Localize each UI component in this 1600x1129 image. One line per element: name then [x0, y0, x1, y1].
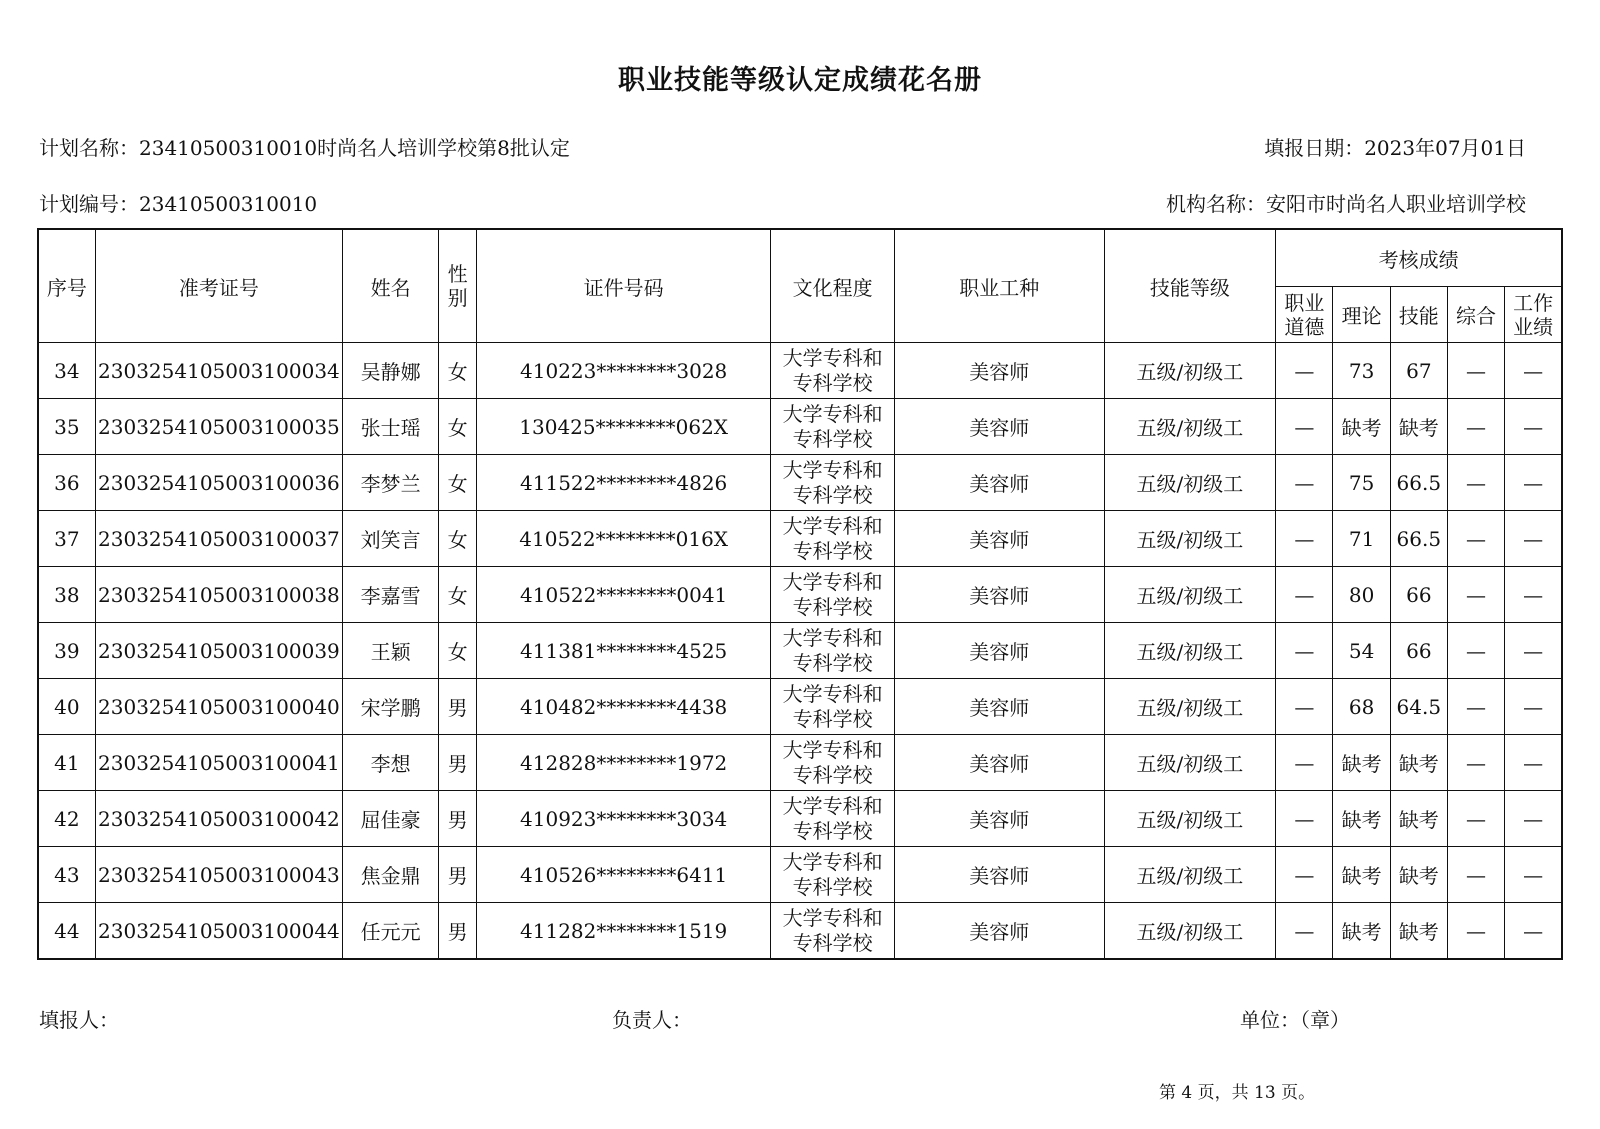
cell-seq: 37	[38, 511, 95, 567]
cell-overall: —	[1447, 847, 1504, 903]
cell-theory: 71	[1333, 511, 1390, 567]
cell-theory: 缺考	[1333, 791, 1390, 847]
header-skill-level: 技能等级	[1104, 229, 1276, 343]
cell-id-no: 412828********1972	[476, 735, 770, 791]
table-row	[38, 623, 1562, 679]
cell-occupation: 美容师	[895, 847, 1105, 903]
cell-education-line2: 专科学校	[792, 930, 873, 955]
cell-skill-level: 五级/初级工	[1104, 903, 1276, 960]
cell-name: 王颖	[343, 623, 439, 679]
cell-education-line1: 大学专科和	[782, 905, 883, 930]
cell-education-line1: 大学专科和	[782, 625, 883, 650]
cell-name: 刘笑言	[343, 511, 439, 567]
cell-skill: 67	[1390, 343, 1447, 399]
cell-seq: 35	[38, 399, 95, 455]
cell-skill-level: 五级/初级工	[1104, 567, 1276, 623]
cell-exam-no: 2303254105003100039	[95, 623, 342, 679]
table-row	[38, 679, 1562, 735]
cell-skill: 缺考	[1390, 791, 1447, 847]
cell-occupation: 美容师	[895, 903, 1105, 960]
cell-skill-level: 五级/初级工	[1104, 679, 1276, 735]
cell-education-line2: 专科学校	[792, 706, 873, 731]
cell-work: —	[1505, 791, 1562, 847]
cell-exam-no: 2303254105003100043	[95, 847, 342, 903]
header-ethics-line2: 道德	[1284, 314, 1325, 339]
cell-id-no: 410522********0041	[476, 567, 770, 623]
cell-gender: 女	[439, 623, 477, 679]
cell-education-line1: 大学专科和	[782, 849, 883, 874]
cell-gender: 男	[439, 903, 477, 960]
score-roster-table	[37, 228, 1563, 960]
header-gender	[439, 229, 477, 343]
cell-education-line1: 大学专科和	[782, 401, 883, 426]
cell-education-line2: 专科学校	[792, 818, 873, 843]
cell-ethics: —	[1276, 399, 1333, 455]
cell-id-no: 411381********4525	[476, 623, 770, 679]
header-exam-no: 准考证号	[95, 229, 342, 343]
cell-education	[771, 511, 895, 567]
cell-work: —	[1505, 567, 1562, 623]
cell-education	[771, 791, 895, 847]
cell-skill: 缺考	[1390, 399, 1447, 455]
cell-exam-no: 2303254105003100038	[95, 567, 342, 623]
filler-label: 填报人：	[39, 1008, 119, 1032]
cell-name: 李想	[343, 735, 439, 791]
cell-skill: 缺考	[1390, 735, 1447, 791]
cell-skill-level: 五级/初级工	[1104, 343, 1276, 399]
cell-gender: 女	[439, 399, 477, 455]
header-work-line1: 工作	[1513, 290, 1554, 315]
cell-id-no: 410923********3034	[476, 791, 770, 847]
cell-work: —	[1505, 623, 1562, 679]
cell-seq: 34	[38, 343, 95, 399]
cell-ethics: —	[1276, 847, 1333, 903]
cell-ethics: —	[1276, 455, 1333, 511]
cell-theory: 缺考	[1333, 735, 1390, 791]
cell-skill: 64.5	[1390, 679, 1447, 735]
cell-skill-level: 五级/初级工	[1104, 623, 1276, 679]
cell-skill: 66.5	[1390, 511, 1447, 567]
table-row	[38, 847, 1562, 903]
cell-education-line2: 专科学校	[792, 370, 873, 395]
cell-theory: 缺考	[1333, 399, 1390, 455]
cell-skill: 缺考	[1390, 847, 1447, 903]
header-gender-line2: 别	[447, 286, 468, 310]
cell-skill-level: 五级/初级工	[1104, 511, 1276, 567]
header-ethics	[1276, 287, 1333, 343]
cell-education	[771, 399, 895, 455]
cell-theory: 缺考	[1333, 847, 1390, 903]
cell-education	[771, 679, 895, 735]
cell-gender: 男	[439, 791, 477, 847]
cell-education-line2: 专科学校	[792, 762, 873, 787]
cell-education-line2: 专科学校	[792, 482, 873, 507]
cell-work: —	[1505, 343, 1562, 399]
cell-skill-level: 五级/初级工	[1104, 455, 1276, 511]
cell-seq: 36	[38, 455, 95, 511]
cell-education	[771, 567, 895, 623]
cell-exam-no: 2303254105003100034	[95, 343, 342, 399]
cell-ethics: —	[1276, 567, 1333, 623]
cell-gender: 女	[439, 343, 477, 399]
header-name: 姓名	[343, 229, 439, 343]
cell-overall: —	[1447, 791, 1504, 847]
cell-theory: 80	[1333, 567, 1390, 623]
header-occupation: 职业工种	[895, 229, 1105, 343]
cell-name: 李嘉雪	[343, 567, 439, 623]
cell-name: 宋学鹏	[343, 679, 439, 735]
cell-overall: —	[1447, 455, 1504, 511]
cell-education-line1: 大学专科和	[782, 569, 883, 594]
page-number: 第 4 页，共 13 页。	[1159, 1083, 1316, 1103]
cell-seq: 40	[38, 679, 95, 735]
header-overall: 综合	[1447, 287, 1504, 343]
cell-education-line1: 大学专科和	[782, 793, 883, 818]
cell-ethics: —	[1276, 903, 1333, 960]
cell-seq: 39	[38, 623, 95, 679]
cell-education-line1: 大学专科和	[782, 737, 883, 762]
plan-number: 计划编号：23410500310010	[39, 192, 318, 216]
table-row	[38, 399, 1562, 455]
cell-work: —	[1505, 511, 1562, 567]
cell-seq: 38	[38, 567, 95, 623]
cell-work: —	[1505, 847, 1562, 903]
cell-ethics: —	[1276, 791, 1333, 847]
cell-id-no: 410482********4438	[476, 679, 770, 735]
cell-occupation: 美容师	[895, 735, 1105, 791]
table-header	[38, 229, 1562, 343]
cell-overall: —	[1447, 511, 1504, 567]
cell-theory: 54	[1333, 623, 1390, 679]
cell-occupation: 美容师	[895, 455, 1105, 511]
cell-name: 李梦兰	[343, 455, 439, 511]
cell-occupation: 美容师	[895, 567, 1105, 623]
cell-skill-level: 五级/初级工	[1104, 735, 1276, 791]
header-id-no: 证件号码	[476, 229, 770, 343]
cell-name: 焦金鼎	[343, 847, 439, 903]
cell-skill: 66.5	[1390, 455, 1447, 511]
cell-id-no: 130425********062X	[476, 399, 770, 455]
cell-exam-no: 2303254105003100044	[95, 903, 342, 960]
cell-theory: 68	[1333, 679, 1390, 735]
cell-seq: 44	[38, 903, 95, 960]
cell-education	[771, 735, 895, 791]
cell-skill-level: 五级/初级工	[1104, 399, 1276, 455]
cell-education-line1: 大学专科和	[782, 345, 883, 370]
header-ethics-line1: 职业	[1284, 290, 1325, 315]
header-education: 文化程度	[771, 229, 895, 343]
header-work	[1505, 287, 1562, 343]
table-row	[38, 343, 1562, 399]
table-row	[38, 735, 1562, 791]
header-seq: 序号	[38, 229, 95, 343]
cell-occupation: 美容师	[895, 791, 1105, 847]
cell-seq: 41	[38, 735, 95, 791]
cell-overall: —	[1447, 735, 1504, 791]
cell-education-line1: 大学专科和	[782, 681, 883, 706]
cell-exam-no: 2303254105003100042	[95, 791, 342, 847]
cell-gender: 男	[439, 679, 477, 735]
cell-overall: —	[1447, 903, 1504, 960]
cell-education	[771, 623, 895, 679]
cell-name: 屈佳豪	[343, 791, 439, 847]
cell-id-no: 410223********3028	[476, 343, 770, 399]
cell-theory: 73	[1333, 343, 1390, 399]
cell-skill-level: 五级/初级工	[1104, 791, 1276, 847]
cell-education	[771, 903, 895, 960]
cell-exam-no: 2303254105003100040	[95, 679, 342, 735]
cell-education-line2: 专科学校	[792, 650, 873, 675]
page-title: 职业技能等级认定成绩花名册	[618, 65, 982, 96]
unit-seal-label: 单位：（章）	[1240, 1008, 1350, 1032]
cell-occupation: 美容师	[895, 343, 1105, 399]
header-skill: 技能	[1390, 287, 1447, 343]
cell-id-no: 410526********6411	[476, 847, 770, 903]
cell-work: —	[1505, 679, 1562, 735]
organization-name: 机构名称：安阳市时尚名人职业培训学校	[1166, 192, 1526, 216]
fill-date: 填报日期：2023年07月01日	[1264, 136, 1526, 160]
cell-overall: —	[1447, 679, 1504, 735]
cell-overall: —	[1447, 343, 1504, 399]
table-row	[38, 511, 1562, 567]
cell-education-line1: 大学专科和	[782, 513, 883, 538]
cell-gender: 男	[439, 847, 477, 903]
cell-gender: 男	[439, 735, 477, 791]
cell-work: —	[1505, 903, 1562, 960]
cell-education-line2: 专科学校	[792, 874, 873, 899]
cell-education-line2: 专科学校	[792, 426, 873, 451]
table-row	[38, 903, 1562, 960]
cell-name: 任元元	[343, 903, 439, 960]
cell-id-no: 411282********1519	[476, 903, 770, 960]
cell-name: 吴静娜	[343, 343, 439, 399]
cell-skill: 66	[1390, 567, 1447, 623]
cell-education	[771, 847, 895, 903]
cell-id-no: 411522********4826	[476, 455, 770, 511]
cell-skill: 缺考	[1390, 903, 1447, 960]
cell-gender: 女	[439, 455, 477, 511]
cell-seq: 42	[38, 791, 95, 847]
cell-overall: —	[1447, 399, 1504, 455]
cell-ethics: —	[1276, 343, 1333, 399]
cell-exam-no: 2303254105003100036	[95, 455, 342, 511]
table-row	[38, 455, 1562, 511]
header-gender-line1: 性	[447, 262, 468, 286]
cell-seq: 43	[38, 847, 95, 903]
cell-occupation: 美容师	[895, 399, 1105, 455]
cell-overall: —	[1447, 567, 1504, 623]
cell-skill: 66	[1390, 623, 1447, 679]
table-row	[38, 567, 1562, 623]
cell-id-no: 410522********016X	[476, 511, 770, 567]
cell-exam-no: 2303254105003100037	[95, 511, 342, 567]
cell-name: 张士瑶	[343, 399, 439, 455]
cell-education	[771, 455, 895, 511]
header-theory: 理论	[1333, 287, 1390, 343]
header-scores: 考核成绩	[1276, 229, 1562, 287]
cell-work: —	[1505, 455, 1562, 511]
table-body	[38, 343, 1562, 960]
cell-occupation: 美容师	[895, 623, 1105, 679]
cell-gender: 女	[439, 511, 477, 567]
cell-gender: 女	[439, 567, 477, 623]
responsible-label: 负责人：	[612, 1008, 692, 1032]
table-row	[38, 791, 1562, 847]
cell-education	[771, 343, 895, 399]
cell-education-line2: 专科学校	[792, 538, 873, 563]
cell-education-line2: 专科学校	[792, 594, 873, 619]
cell-ethics: —	[1276, 511, 1333, 567]
cell-ethics: —	[1276, 735, 1333, 791]
cell-exam-no: 2303254105003100035	[95, 399, 342, 455]
cell-ethics: —	[1276, 623, 1333, 679]
cell-ethics: —	[1276, 679, 1333, 735]
cell-occupation: 美容师	[895, 679, 1105, 735]
header-work-line2: 业绩	[1513, 314, 1554, 339]
cell-occupation: 美容师	[895, 511, 1105, 567]
plan-name: 计划名称：23410500310010时尚名人培训学校第8批认定	[39, 136, 570, 160]
cell-theory: 缺考	[1333, 903, 1390, 960]
cell-exam-no: 2303254105003100041	[95, 735, 342, 791]
cell-work: —	[1505, 399, 1562, 455]
cell-overall: —	[1447, 623, 1504, 679]
cell-work: —	[1505, 735, 1562, 791]
cell-theory: 75	[1333, 455, 1390, 511]
cell-skill-level: 五级/初级工	[1104, 847, 1276, 903]
cell-education-line1: 大学专科和	[782, 457, 883, 482]
